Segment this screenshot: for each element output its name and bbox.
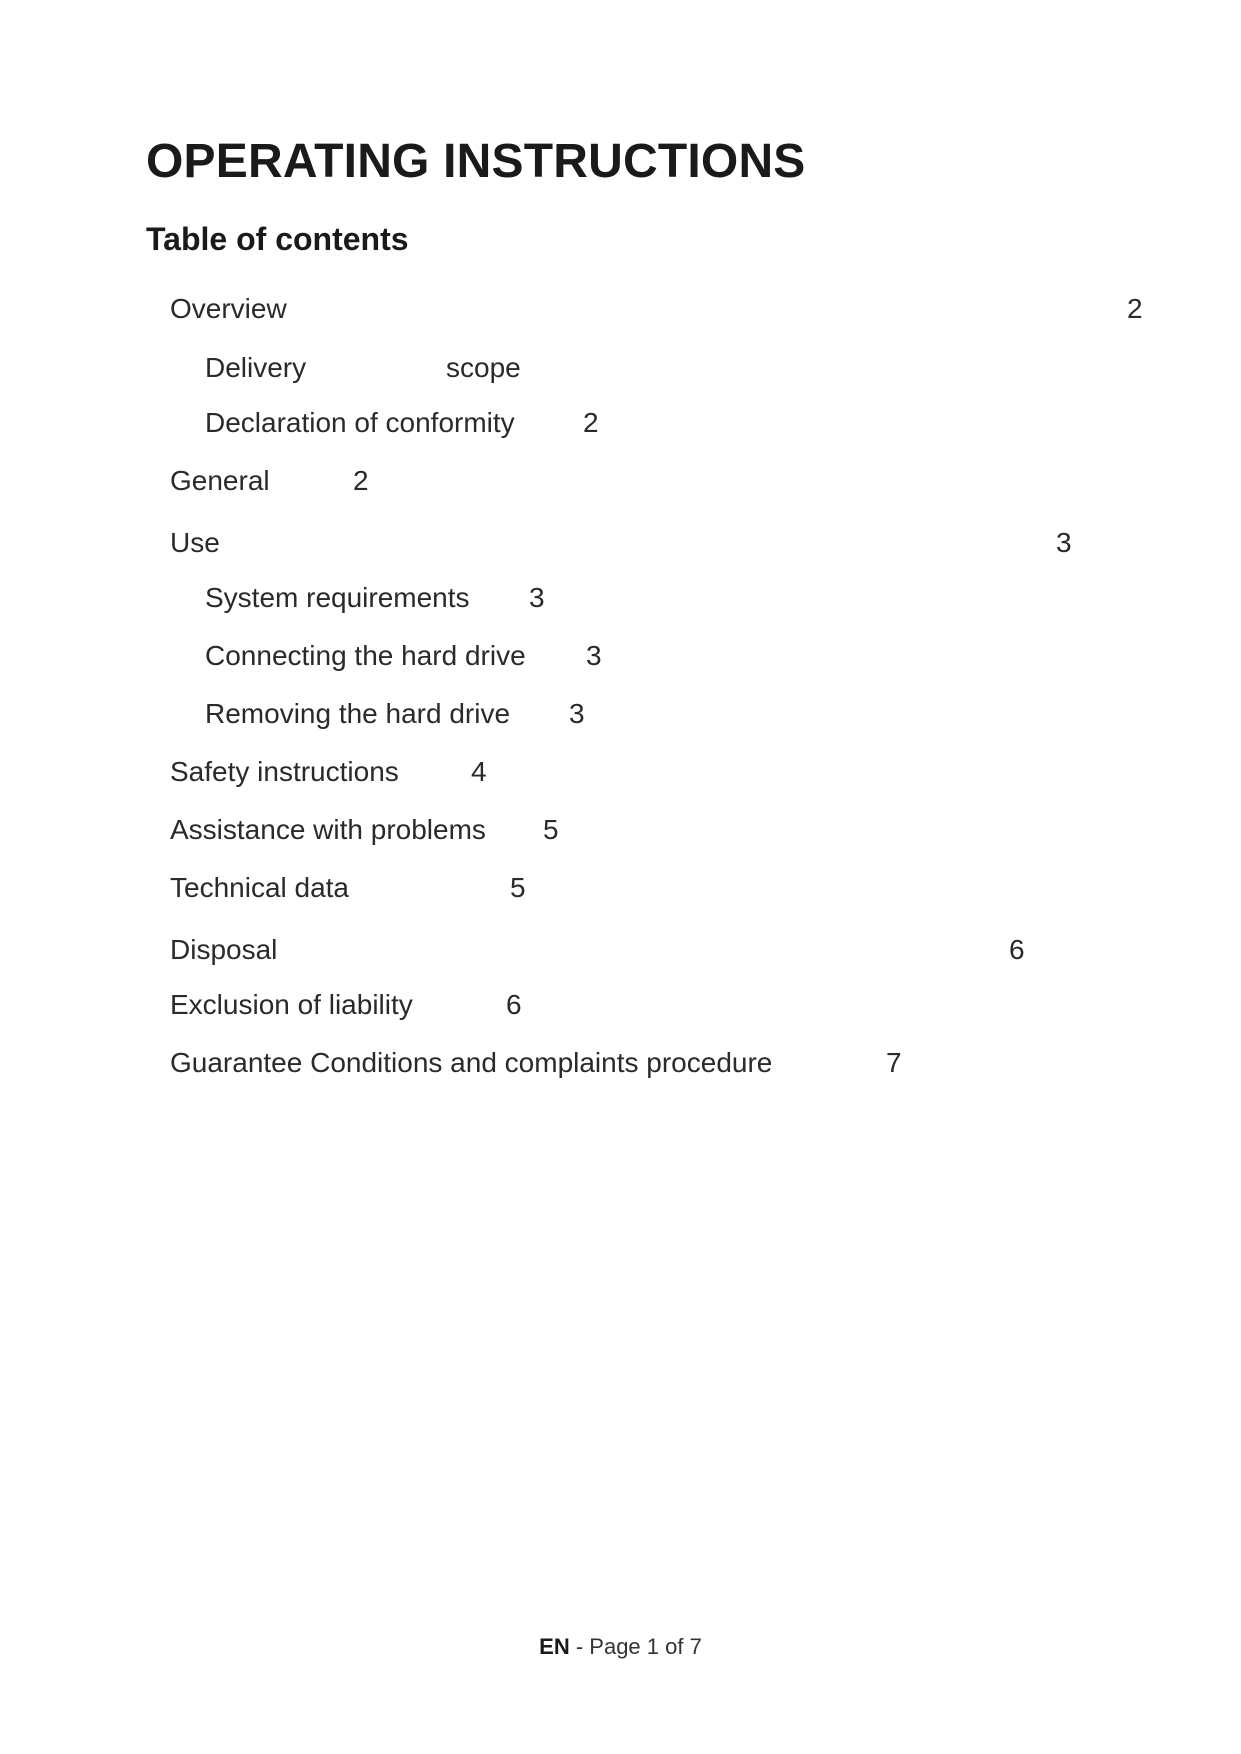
toc-entry-safety-instructions[interactable]: Safety instructions	[170, 756, 399, 787]
toc-page-number: 3	[586, 640, 602, 671]
toc-page-number: 5	[510, 872, 526, 903]
toc-entry-system-requirements[interactable]: System requirements	[205, 582, 470, 613]
toc-entry-exclusion-of-liability[interactable]: Exclusion of liability	[170, 989, 413, 1020]
toc-page-number: 3	[1056, 527, 1072, 558]
document-title: OPERATING INSTRUCTIONS	[146, 135, 806, 188]
toc-entry-delivery[interactable]: Delivery	[205, 352, 307, 383]
language-code: EN	[539, 1634, 570, 1659]
page-footer	[0, 1634, 1241, 1660]
toc-page-number: 2	[583, 407, 599, 438]
toc-heading: Table of contents	[146, 221, 409, 257]
toc-page-number: 3	[529, 582, 545, 613]
toc-page-number: 6	[506, 989, 522, 1020]
toc-entry-use[interactable]: Use	[170, 527, 220, 558]
toc-page-number: 2	[1127, 293, 1143, 324]
toc-page-number: 2	[353, 465, 369, 496]
toc-entry-technical-data[interactable]: Technical data	[170, 872, 350, 903]
toc-page-number: 6	[1009, 934, 1025, 965]
page-indicator: - Page 1 of 7	[569, 1634, 702, 1659]
toc-page-number: 3	[569, 698, 585, 729]
toc-page-number: 5	[543, 814, 559, 845]
toc-entry-guarantee-conditions[interactable]: Guarantee Conditions and complaints procedure	[170, 1047, 773, 1078]
toc-entry-general[interactable]: General	[170, 465, 270, 496]
toc-page-number: 7	[886, 1047, 902, 1078]
toc-entry-disposal[interactable]: Disposal	[170, 934, 278, 965]
toc-entry-declaration-of-conformity[interactable]: Declaration of conformity	[205, 407, 515, 438]
toc-page-number: 4	[471, 756, 487, 787]
toc-entry-overview[interactable]: Overview	[170, 293, 287, 324]
toc-entry-connecting-the-hard-drive[interactable]: Connecting the hard drive	[205, 640, 526, 671]
toc-entry-assistance-with-problems[interactable]: Assistance with problems	[170, 814, 486, 845]
toc-entry-removing-the-hard-drive[interactable]: Removing the hard drive	[205, 698, 511, 729]
toc-entry-scope[interactable]: scope	[446, 352, 521, 383]
